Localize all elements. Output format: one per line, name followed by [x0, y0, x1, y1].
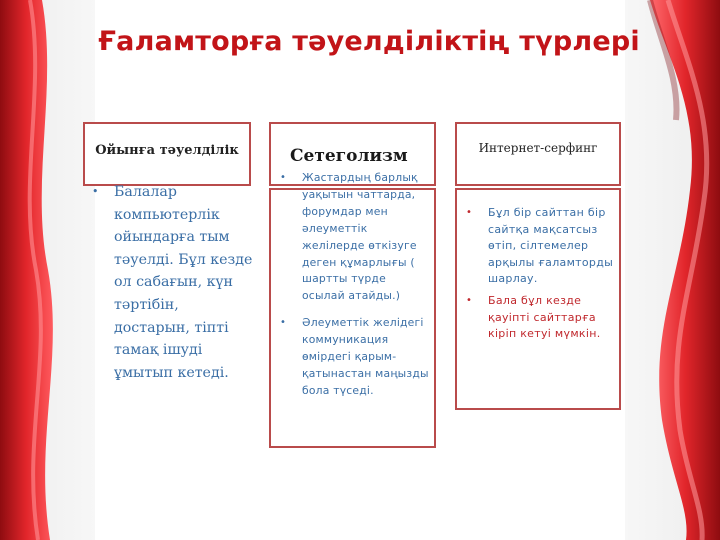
- header-surfing: Интернет-серфинг: [478, 141, 598, 155]
- header-box-gaming: [83, 122, 251, 186]
- header-box-surfing: [455, 122, 621, 186]
- list-item: • Әлеуметтік желідегі коммуникация өмірдегі қарым-қатынастан маңызды бола түседі.: [280, 316, 429, 397]
- list-item: • Бұл бір сайттан бір сайтқа мақсатсыз өтіп, сілтемелер арқылы ғаламторды шарлау.: [466, 206, 614, 286]
- left-ribbon: [0, 0, 53, 540]
- bullet-icon: •: [280, 172, 287, 183]
- header-setegolizm: Сетеголизм: [290, 146, 408, 166]
- gaming-list: [92, 181, 254, 384]
- list-item: • Жастардың барлық уақытын чаттарда, форумдар мен әлеуметтік желілерде өткізуге деген құмарлығы ( шартты түрде осылай атайды.): [280, 171, 418, 303]
- bullet-icon: •: [92, 185, 99, 198]
- surfing-list: [466, 205, 618, 343]
- setegolizm-list: [280, 170, 430, 400]
- list-item-warning: • Бала бұл кезде қауіпті сайттарға кіріп кетуі мүмкін.: [466, 293, 601, 341]
- bullet-icon: •: [466, 294, 473, 306]
- bullet-icon: •: [466, 207, 473, 218]
- bullet-icon: •: [280, 317, 287, 329]
- list-item: • Балалар компьютерлік ойындарға тым тәуелді. Бұл кезде ол сабағын, күн тәртібін, достарын, тіпті тамақ ішуді ұмытып кетеді.: [114, 181, 254, 384]
- slide-title: Ғаламторға тәуелділіктің түрлері: [98, 26, 640, 57]
- header-gaming: Ойынға тәуелділік: [95, 143, 239, 158]
